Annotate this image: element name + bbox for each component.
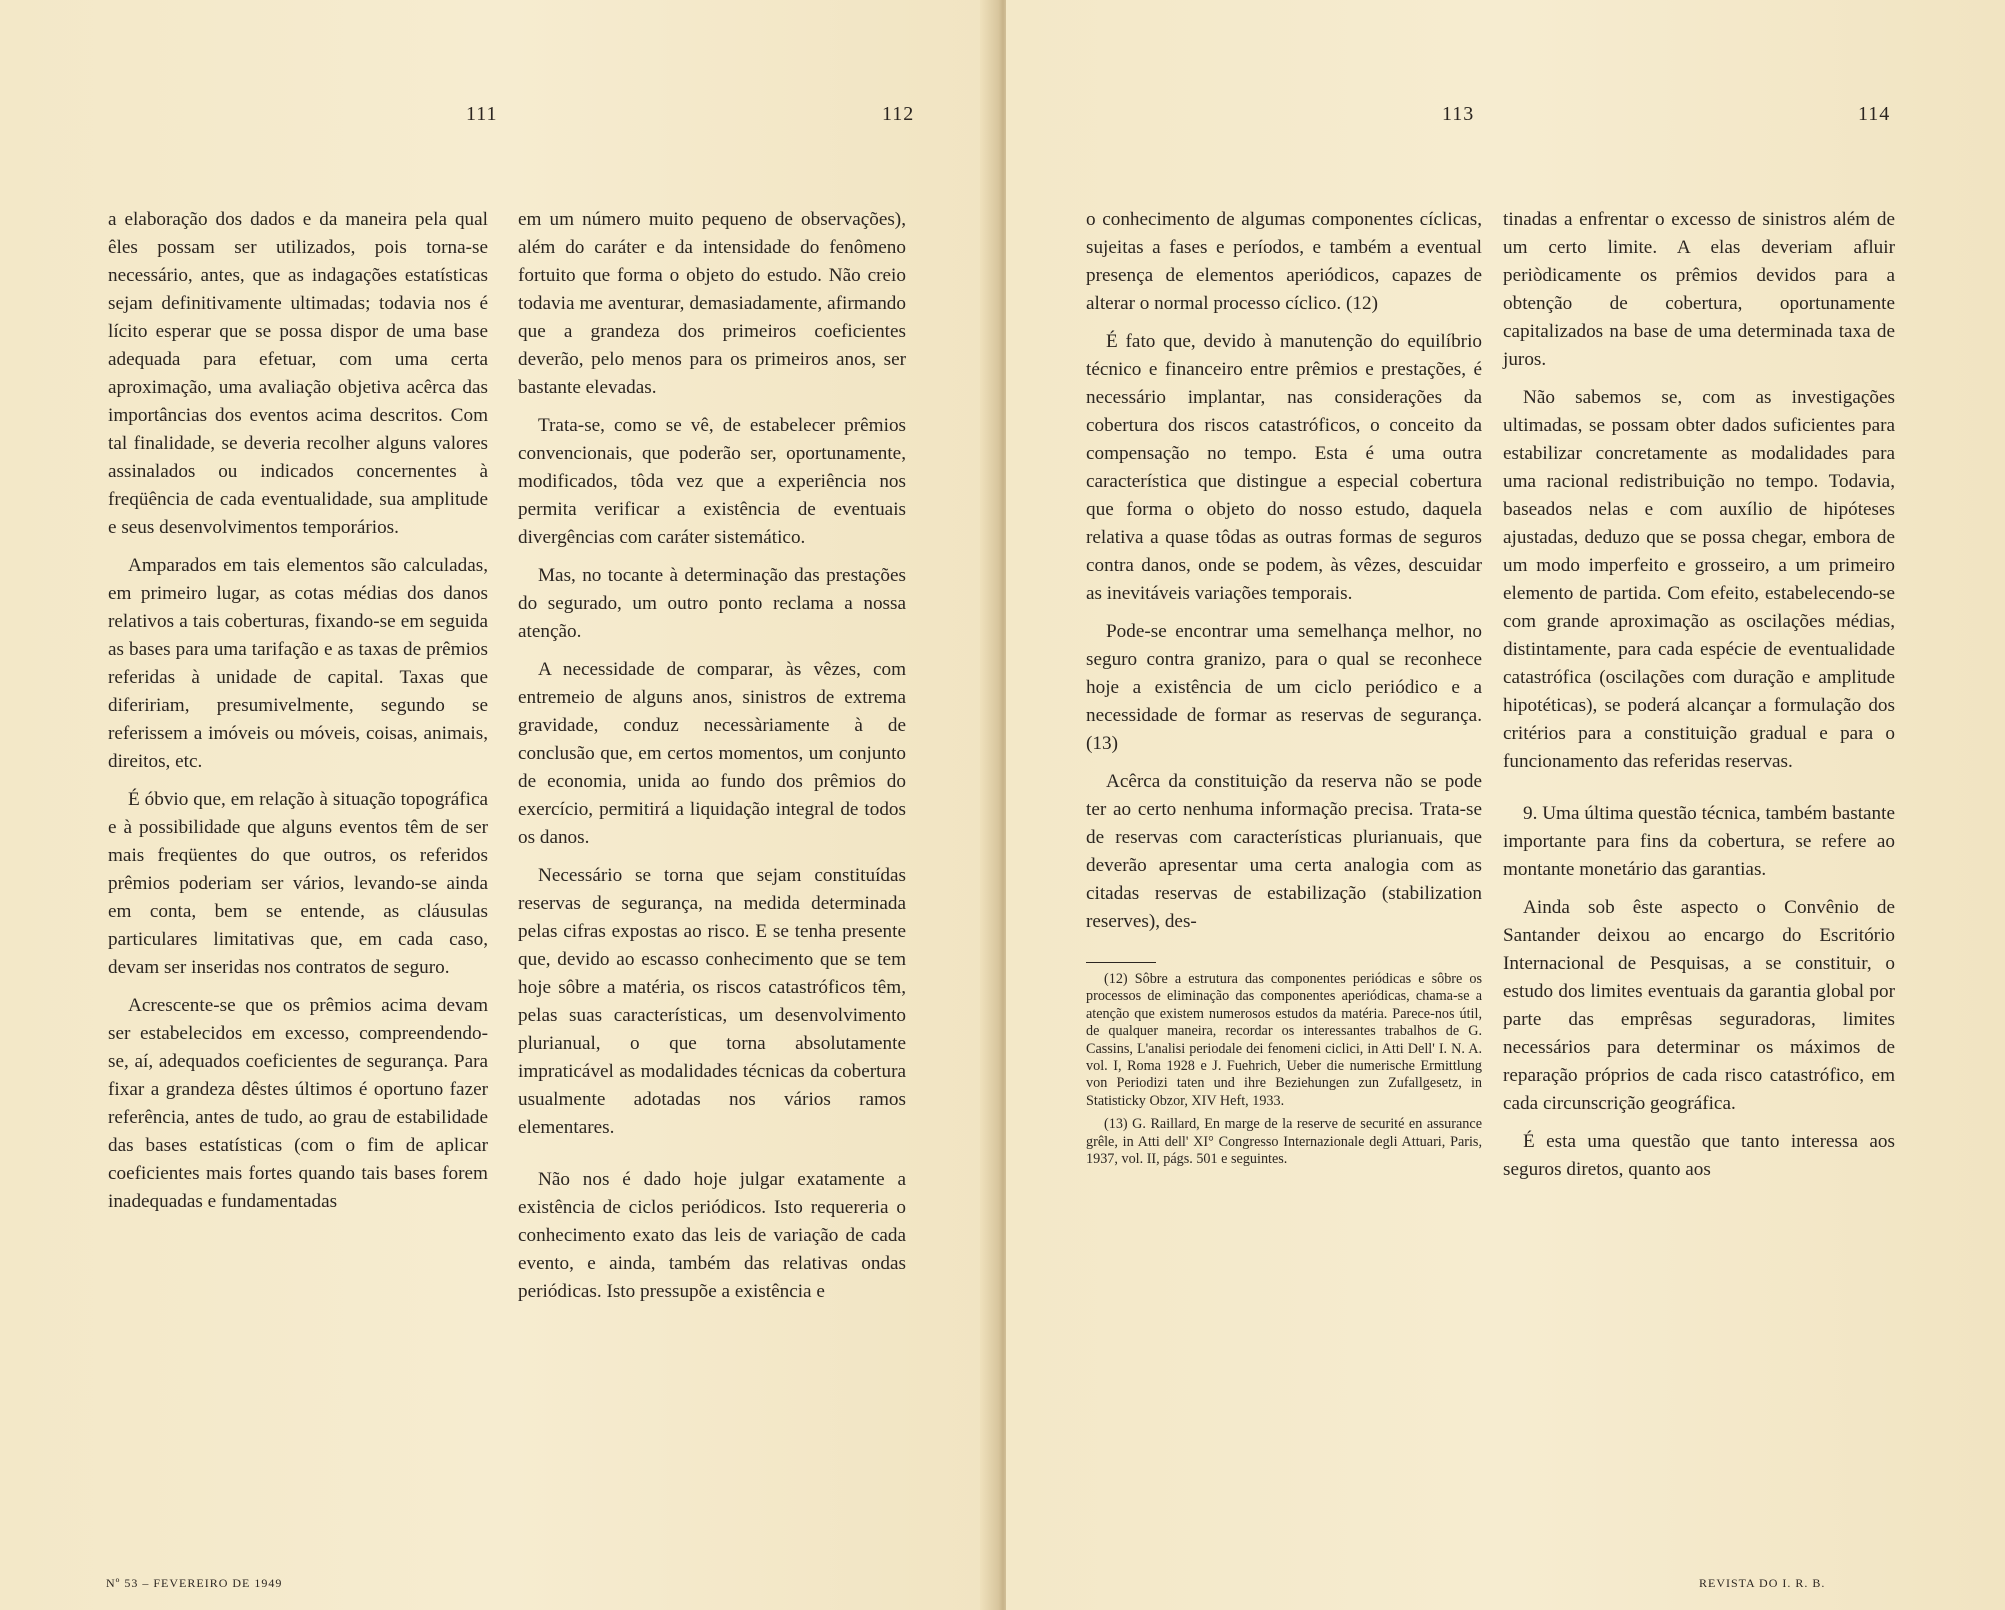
column-page-112 bbox=[518, 206, 906, 1306]
paragraph: Trata-se, como se vê, de estabelecer prêmios convencionais, que poderão ser, oportunamente, modificados, tôda vez que a experiência nos permita verificar a existência de eventuais divergências com caráter sistemático. bbox=[518, 415, 906, 548]
column-page-113 bbox=[1086, 206, 1482, 1168]
paragraph: Pode-se encontrar uma semelhança melhor, no seguro contra granizo, para o qual se reconhece hoje a existência de um ciclo periódico e a necessidade de formar as reservas de segurança. (13) bbox=[1086, 621, 1482, 754]
page-number-112: 112 bbox=[882, 103, 915, 125]
column-page-114 bbox=[1503, 206, 1895, 1184]
paragraph: Amparados em tais elementos são calculadas, em primeiro lugar, as cotas médias dos danos relativos a tais coberturas, fixando-se em seguida as bases para uma tarifação e as taxas de prêmios referidas à unidade de capital. Taxas que difeririam, presumivelmente, segundo se referissem a imóveis ou móveis, coisas, animais, direitos, etc. bbox=[108, 555, 488, 772]
paragraph: Não nos é dado hoje julgar exatamente a existência de ciclos periódicos. Isto requereria o conhecimento exato das leis de variação de cada evento, e ainda, também das relativas ondas periódicas. Isto pressupõe a existência e bbox=[518, 1169, 906, 1302]
page-number-113: 113 bbox=[1442, 103, 1475, 125]
page-number-114: 114 bbox=[1858, 103, 1891, 125]
left-page bbox=[0, 0, 1000, 1610]
footnote-13: (13) G. Raillard, En marge de la reserve de securité en assurance grêle, in Atti dell' XI° Congresso Internazionale degli Attuari, Paris, 1937, vol. II, págs. 501 e seguintes. bbox=[1086, 1116, 1482, 1168]
footnote-12: (12) Sôbre a estrutura das componentes periódicas e sôbre os processos de eliminação das componentes aperiódicas, chama-se a atenção que existem numerosos estudos da matéria. Parece-nos útil, de qualquer maneira, recordar os interessantes trabalhos de G. Cassins, L'analisi periodale dei fenomeni ciclici, in Atti Dell' I. N. A. vol. I, Roma 1928 e J. Fuehrich, Ueber die numerische Ermittlung von Periodizi taten und ihre Beziehungen zun Zufallgesetz, in Statisticky Obzor, XIV Heft, 1933. bbox=[1086, 971, 1482, 1109]
paragraph: É óbvio que, em relação à situação topográfica e à possibilidade que alguns eventos têm de ser mais freqüentes do que outros, os referidos prêmios poderiam ser vários, levando-se ainda em conta, bem se entende, as cláusulas particulares limitativas que, em cada caso, devam ser inseridas nos contratos de seguro. bbox=[108, 789, 488, 978]
footer-issue: Nº 53 – FEVEREIRO DE 1949 bbox=[106, 1576, 283, 1590]
paragraph: Mas, no tocante à determinação das prestações do segurado, um outro ponto reclama a nossa atenção. bbox=[518, 565, 906, 642]
column-page-111 bbox=[108, 206, 488, 1216]
paragraph: o conhecimento de algumas componentes cíclicas, sujeitas a fases e períodos, e também a eventual presença de elementos aperiódicos, capazes de alterar o normal processo cíclico. (12) bbox=[1086, 209, 1482, 314]
paragraph: Não sabemos se, com as investigações ultimadas, se possam obter dados suficientes para estabilizar concretamente as modalidades para uma racional redistribuição no tempo. Todavia, baseados nelas e com auxílio de hipóteses ajustadas, deduzo que se possa chegar, embora de um modo imperfeito e grosseiro, a um primeiro elemento de partida. Com efeito, estabelecendo-se com grande aproximação as oscilações médias, distintamente, para cada espécie de eventualidade catastrófica (oscilações com duração e amplitude hipotéticas), se poderá alcançar a formulação dos critérios para a constituição gradual e para o funcionamento das referidas reservas. bbox=[1503, 387, 1895, 772]
paragraph: A necessidade de comparar, às vêzes, com entremeio de alguns anos, sinistros de extrema gravidade, conduz necessàriamente à de conclusão que, em certos momentos, um conjunto de economia, unida ao fundo dos prêmios do exercício, permitirá a liquidação integral de todos os danos. bbox=[518, 659, 906, 848]
paragraph: em um número muito pequeno de observações), além do caráter e da intensidade do fenômeno fortuito que forma o objeto do estudo. Não creio todavia me aventurar, demasiadamente, afirmando que a grandeza dos primeiros coeficientes deverão, pelo menos para os primeiros anos, ser bastante elevadas. bbox=[518, 209, 906, 398]
right-page bbox=[1006, 0, 2005, 1610]
footer-magazine: REVISTA DO I. R. B. bbox=[1699, 1576, 1826, 1590]
footnote-rule bbox=[1086, 962, 1156, 963]
paragraph: a elaboração dos dados e da maneira pela qual êles possam ser utilizados, pois torna-se necessário, antes, que as indagações estatísticas sejam definitivamente ultimadas; todavia nos é lícito esperar que se possa dispor de uma base adequada para efetuar, com uma certa aproximação, uma avaliação objetiva acêrca das importâncias dos eventos acima descritos. Com tal finalidade, se deveria recolher alguns valores assinalados ou indicados concernentes à freqüência de cada eventualidade, sua amplitude e seus desenvolvimentos temporários. bbox=[108, 209, 488, 538]
paragraph: É fato que, devido à manutenção do equilíbrio técnico e financeiro entre prêmios e prestações, é necessário implantar, nas considerações da cobertura dos riscos catastróficos, o conceito da compensação no tempo. Esta é uma outra característica que distingue a especial cobertura que forma o objeto do nosso estudo, daquela relativa a quase tôdas as outras formas de seguros contra danos, onde se podem, às vêzes, descuidar as inevitáveis variações temporais. bbox=[1086, 331, 1482, 604]
paragraph: É esta uma questão que tanto interessa aos seguros diretos, quanto aos bbox=[1503, 1131, 1895, 1180]
paragraph: 9. Uma última questão técnica, também bastante importante para fins da cobertura, se refere ao montante monetário das garantias. bbox=[1503, 803, 1895, 880]
paragraph: Acrescente-se que os prêmios acima devam ser estabelecidos em excesso, compreendendo-se, aí, adequados coeficientes de segurança. Para fixar a grandeza dêstes últimos é oportuno fazer referência, antes de tudo, ao grau de estabilidade das bases estatísticas (com o fim de aplicar coeficientes mais fortes quando tais bases forem inadequadas e fundamentadas bbox=[108, 995, 488, 1212]
paragraph: tinadas a enfrentar o excesso de sinistros além de um certo limite. A elas deveriam afluir periòdicamente os prêmios devidos para a obtenção de cobertura, oportunamente capitalizados na base de uma determinada taxa de juros. bbox=[1503, 209, 1895, 370]
paragraph: Necessário se torna que sejam constituídas reservas de segurança, na medida determinada pelas cifras expostas ao risco. E se tenha presente que, devido ao escasso conhecimento que se tem hoje sôbre a matéria, os riscos catastróficos têm, pelas suas características, um desenvolvimento plurianual, o que torna absolutamente impraticável as modalidades técnicas da cobertura usualmente adotadas nos vários ramos elementares. bbox=[518, 865, 906, 1138]
paragraph: Acêrca da constituição da reserva não se pode ter ao certo nenhuma informação precisa. Trata-se de reservas com características plurianuais, que deverão apresentar uma certa analogia com as citadas reservas de estabilização (stabilization reserves), des- bbox=[1086, 771, 1482, 932]
paragraph: Ainda sob êste aspecto o Convênio de Santander deixou ao encargo do Escritório Internacional de Pesquisas, a se constituir, o estudo dos limites eventuais da garantia global por parte das emprêsas seguradoras, limites necessários para determinar os máximos de reparação próprios de cada risco catastrófico, em cada circunscrição geográfica. bbox=[1503, 897, 1895, 1114]
page-number-111: 111 bbox=[466, 103, 498, 125]
